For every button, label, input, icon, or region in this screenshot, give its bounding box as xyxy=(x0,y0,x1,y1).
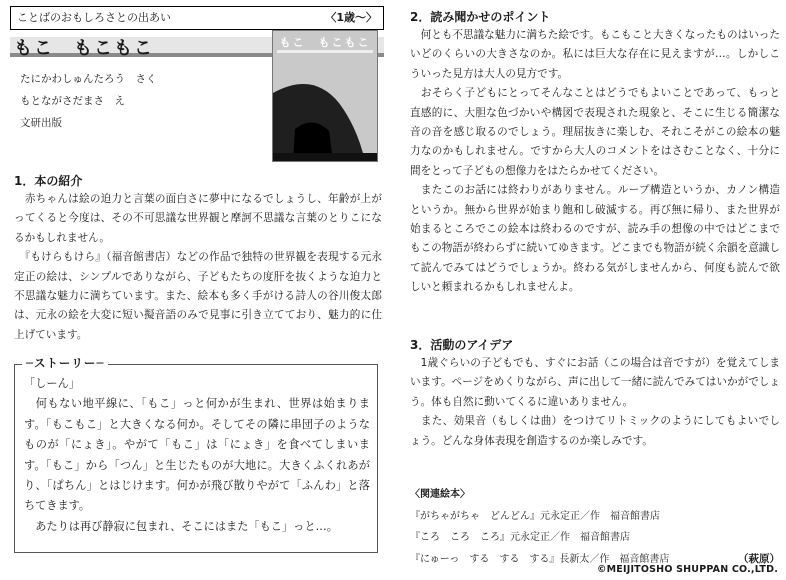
cover-subtitle-strip xyxy=(277,50,373,53)
section-2-paragraph: おそらく子どもにとってそんなことはどうでもよいことであって、もっと直感的に、大胆な色づかいや構図で表現された現象と、そこに生じる簡潔な音の音を感じ取るのでしょう。理屈抜きに楽しむ、それこそがこの絵本の魅力なのかもしれません。ですから大人のコメントをはさむことなく、十分に間をとって子どもの想像力をはたらかせてください。 xyxy=(410,87,780,177)
related-books-heading: 〈関連絵本〉 xyxy=(410,489,470,500)
related-book-item: 『にゅーっ する する する』長新太／作 福音館書店 xyxy=(410,553,670,565)
story-paragraph: 何もない地平線に、「もこ」っと何かが生まれ、世界は始まります。「もこもこ」と大きくなる何か。そしてその隣に串団子のようなものが「にょき」。やがて「もこ」は「にょき」を食べてしまいます。「もこ」から「つん」と生じたものが大地に。大きくふくれあがり、「ぱちん」とはじけます。何かが飛び散りやがて「ふんわ」と落ちてきます。 xyxy=(24,397,370,513)
cover-horizon xyxy=(273,153,377,161)
story-text xyxy=(24,374,370,537)
section-2-heading: 2．読み聞かせのポイント xyxy=(410,10,551,24)
story-label: ─ストーリー─ xyxy=(22,355,108,371)
author-credit: たにかわしゅんたろう さく xyxy=(20,73,157,85)
cover-title: もこ もこもこ xyxy=(279,36,371,49)
section-1-heading: 1．本の紹介 xyxy=(14,174,83,188)
section-1-body xyxy=(14,190,382,345)
section-1-paragraph: 赤ちゃんは絵の迫力と言葉の面白さに夢中になるでしょうし、年齢が上がってくると今度は、その不可思議な世界観と摩訶不思議な言葉のとりこになるかもしれません。 xyxy=(14,193,382,244)
age-label: 〈1歳〜〉 xyxy=(325,11,377,24)
book-title: もこ もこもこ xyxy=(14,38,154,59)
section-3-paragraph: 1歳ぐらいの子どもでも、すぐにお話（この場合は音ですが）を覚えてしまいます。ページをめくりながら、声に出して一緒に読んでみてはいかがでしょう。体も自然に動いてくるに違いありません。 xyxy=(410,357,780,408)
illustrator-credit: もとながさだまさ え xyxy=(20,95,125,107)
copyright-notice: ©MEIJITOSHO SHUPPAN CO.,LTD. xyxy=(596,564,778,575)
publisher-credit: 文研出版 xyxy=(20,117,62,129)
book-credits xyxy=(20,68,157,134)
related-books xyxy=(410,484,780,570)
book-cover-image xyxy=(272,30,378,162)
author-signature: （萩原） xyxy=(738,552,780,565)
section-2-body xyxy=(410,26,780,298)
section-3-paragraph: また、効果音（もしくは曲）をつけてリトミックのようにしてもよいでしょう。どんな身体表現を創造するのか楽しみです。 xyxy=(410,415,780,447)
section-2-paragraph: 何とも不思議な魅力に満ちた絵です。もこもこと大きくなったものはいったいどのくらいの大きさなのか。私には巨大な存在に見えますが…。しかしこういった見方は大人の見方です。 xyxy=(410,29,780,80)
related-book-item: 『ころ ころ ころ』元永定正／作 福音館書店 xyxy=(410,532,630,543)
story-paragraph: 「しーん」 xyxy=(24,377,80,390)
story-paragraph: あたりは再び静寂に包まれ、そこにはまた「もこ」っと…。 xyxy=(24,519,338,533)
section-2-paragraph: またこのお話には終わりがありません。ループ構造というか、カノン構造というか。無から世界が始まり飽和し破滅する。再び無に帰り、また世界が始まるところでこの絵本は終わるのですが、読み手の想像の中ではどこまでもこの物語が終わらずに続いてゆきます。どこまでも物語が続く余韻を意識して読んでみてはどうでしょうか。終わる気がしませんから、何度も読んで欲しいと頼まれるかもしれませんよ。 xyxy=(410,184,780,294)
series-header xyxy=(10,6,384,30)
section-1-paragraph: 『もけらもけら』（福音館書店）などの作品で独特の世界観を表現する元永定正の絵は、シンプルでありながら、子どもたちの度肝を抜くような迫力と不思議な魅力に満ちています。また、絵本も多く手がける詩人の谷川俊太郎は、元永の絵を大変に短い擬音語のみで見事に引き立てており、魅力的に仕上げています。 xyxy=(14,251,382,341)
series-title: ことばのおもしろさとの出あい xyxy=(17,11,171,24)
section-3-body xyxy=(410,354,780,451)
related-book-item: 『がちゃがちゃ どんどん』元永定正／作 福音館書店 xyxy=(410,510,660,522)
section-3-heading: 3．活動のアイデア xyxy=(410,338,514,352)
